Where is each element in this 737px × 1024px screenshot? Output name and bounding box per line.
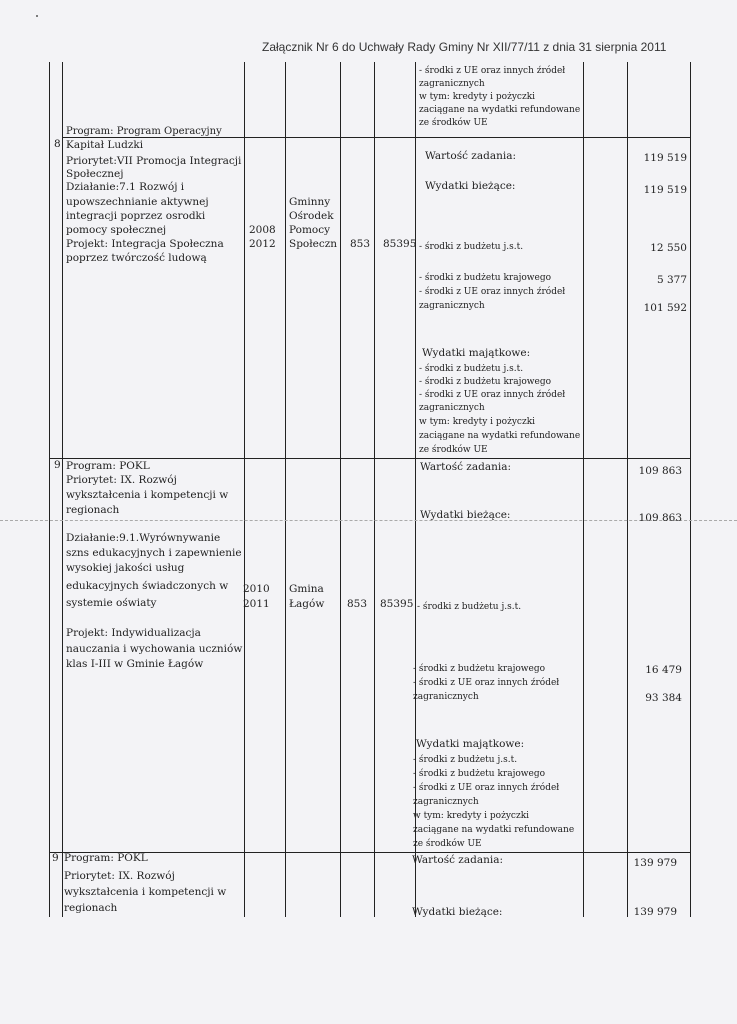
task-name-line: Priorytet: IX. Rozwój xyxy=(64,870,175,882)
biezace-value: 109 863 xyxy=(638,512,682,524)
year-start: 2010 xyxy=(243,583,270,595)
year-end: 2011 xyxy=(243,598,270,610)
dzial: 853 xyxy=(350,238,371,250)
year-start: 2008 xyxy=(249,224,276,236)
unit-line: Gmina xyxy=(289,583,324,595)
fragment-line: - środki z UE oraz innych źródeł xyxy=(419,66,566,76)
wartosc-label: Wartość zadania: xyxy=(425,150,516,162)
task-name-line: Działanie:7.1 Rozwój i xyxy=(66,181,185,193)
biezace-label: Wydatki bieżące: xyxy=(425,180,516,192)
ue-label: - środki z UE oraz innych źródeł xyxy=(419,287,566,297)
task-name-line: wysokiej jakości usług xyxy=(66,562,185,574)
ue-label: - środki z UE oraz innych źródeł xyxy=(413,678,560,688)
rozdzial: 85395 xyxy=(380,598,414,610)
task-name-line: Priorytet:VII Promocja Integracji xyxy=(66,155,242,167)
task-name-line: klas I-III w Gminie Łagów xyxy=(66,658,204,670)
majatkowe-line: zaciągane na wydatki refundowane xyxy=(419,431,581,441)
majatkowe-line: w tym: kredyty i pożyczki xyxy=(419,417,536,427)
majatkowe-line: w tym: kredyty i pożyczki xyxy=(413,811,530,821)
ue-value: 93 384 xyxy=(645,692,682,704)
task-name-line: upowszechnianie aktywnej xyxy=(66,196,209,208)
majatkowe-line: - środki z budżetu j.s.t. xyxy=(413,755,518,765)
row-number: 9 xyxy=(52,852,59,864)
unit-line: Ośrodek xyxy=(289,210,334,222)
task-name-line: wykształcenia i kompetencji w xyxy=(64,886,227,898)
scan-speck xyxy=(36,15,38,17)
rozdzial: 85395 xyxy=(383,238,417,250)
task-name-line: pomocy społecznej xyxy=(66,224,167,236)
majatkowe-line: - środki z budżetu krajowego xyxy=(419,377,551,387)
dzial: 853 xyxy=(347,598,368,610)
task-name-line: Kapitał Ludzki xyxy=(66,139,144,151)
task-name-line: Priorytet: IX. Rozwój xyxy=(66,474,177,486)
majatkowe-label: Wydatki majątkowe: xyxy=(416,738,525,750)
majatkowe-line: - środki z UE oraz innych źródeł xyxy=(419,390,566,400)
task-name-line: regionach xyxy=(64,902,118,914)
ue-value: 101 592 xyxy=(643,302,687,314)
jst-value: 12 550 xyxy=(650,242,687,254)
task-name-line: edukacyjnych świadczonych w xyxy=(66,580,229,592)
page-header: Załącznik Nr 6 do Uchwały Rady Gminy Nr XII/77/11 z dnia 31 sierpnia 2011 xyxy=(262,40,667,54)
majatkowe-line: ze środków UE xyxy=(413,839,482,849)
wartosc-label: Wartość zadania: xyxy=(420,461,511,473)
task-name-line: szns edukacyjnych i zapewnienie xyxy=(66,547,242,559)
fragment-line: zagranicznych xyxy=(419,79,485,89)
ue-label: zagranicznych xyxy=(413,692,479,702)
task-name-line: nauczania i wychowania uczniów xyxy=(66,643,243,655)
majatkowe-line: - środki z UE oraz innych źródeł xyxy=(413,783,560,793)
task-name-line: Projekt: Integracja Społeczna xyxy=(66,238,224,250)
task-name-line: Działanie:9.1.Wyrównywanie xyxy=(66,532,221,544)
task-name-line: Społecznej xyxy=(66,168,124,180)
wartosc-value: 119 519 xyxy=(643,152,687,164)
majatkowe-label: Wydatki majątkowe: xyxy=(422,347,531,359)
row-number: 9 xyxy=(54,459,61,471)
task-name-line: Program: POKL xyxy=(66,460,150,472)
majatkowe-line: - środki z budżetu j.s.t. xyxy=(419,364,524,374)
fragment-line: ze środków UE xyxy=(419,118,488,128)
jst-label: - środki z budżetu j.s.t. xyxy=(419,242,524,252)
task-name-line: systemie oświaty xyxy=(66,597,157,609)
majatkowe-line: - środki z budżetu krajowego xyxy=(413,769,545,779)
task-name-line: integracji poprzez osrodki xyxy=(66,210,206,222)
year-end: 2012 xyxy=(249,238,276,250)
task-name-line: wykształcenia i kompetencji w xyxy=(66,489,229,501)
fragment-line: w tym: kredyty i pożyczki xyxy=(419,92,536,102)
majatkowe-line: zaciągane na wydatki refundowane xyxy=(413,825,575,835)
krajowy-value: 16 479 xyxy=(645,664,682,676)
krajowy-label: - środki z budżetu krajowego xyxy=(419,273,551,283)
krajowy-value: 5 377 xyxy=(656,274,687,286)
majatkowe-line: ze środków UE xyxy=(419,445,488,455)
majatkowe-line: zagranicznych xyxy=(413,797,479,807)
biezace-value: 119 519 xyxy=(643,184,687,196)
jst-label: - środki z budżetu j.s.t. xyxy=(417,602,522,612)
task-name-line: regionach xyxy=(66,504,120,516)
biezace-label: Wydatki bieżące: xyxy=(412,906,503,918)
task-name-line: Program: Program Operacyjny xyxy=(66,126,222,137)
fragment-line: zaciągane na wydatki refundowane xyxy=(419,105,581,115)
task-name-line: Projekt: Indywidualizacja xyxy=(66,627,201,639)
biezace-value: 139 979 xyxy=(633,906,677,918)
unit-line: Łagów xyxy=(289,598,325,610)
task-name-line: poprzez twórczość ludową xyxy=(66,252,207,264)
unit-line: Pomocy xyxy=(289,224,331,236)
unit-line: Gminny xyxy=(289,196,331,208)
task-name-line: Program: POKL xyxy=(64,852,148,864)
biezace-label: Wydatki bieżące: xyxy=(420,509,511,521)
krajowy-label: - środki z budżetu krajowego xyxy=(413,664,545,674)
wartosc-value: 109 863 xyxy=(638,465,682,477)
majatkowe-line: zagranicznych xyxy=(419,403,485,413)
ue-label: zagranicznych xyxy=(419,301,485,311)
unit-line: Społeczn xyxy=(289,238,338,250)
row-number: 8 xyxy=(54,138,61,150)
wartosc-label: Wartość zadania: xyxy=(412,854,503,866)
wartosc-value: 139 979 xyxy=(633,857,677,869)
